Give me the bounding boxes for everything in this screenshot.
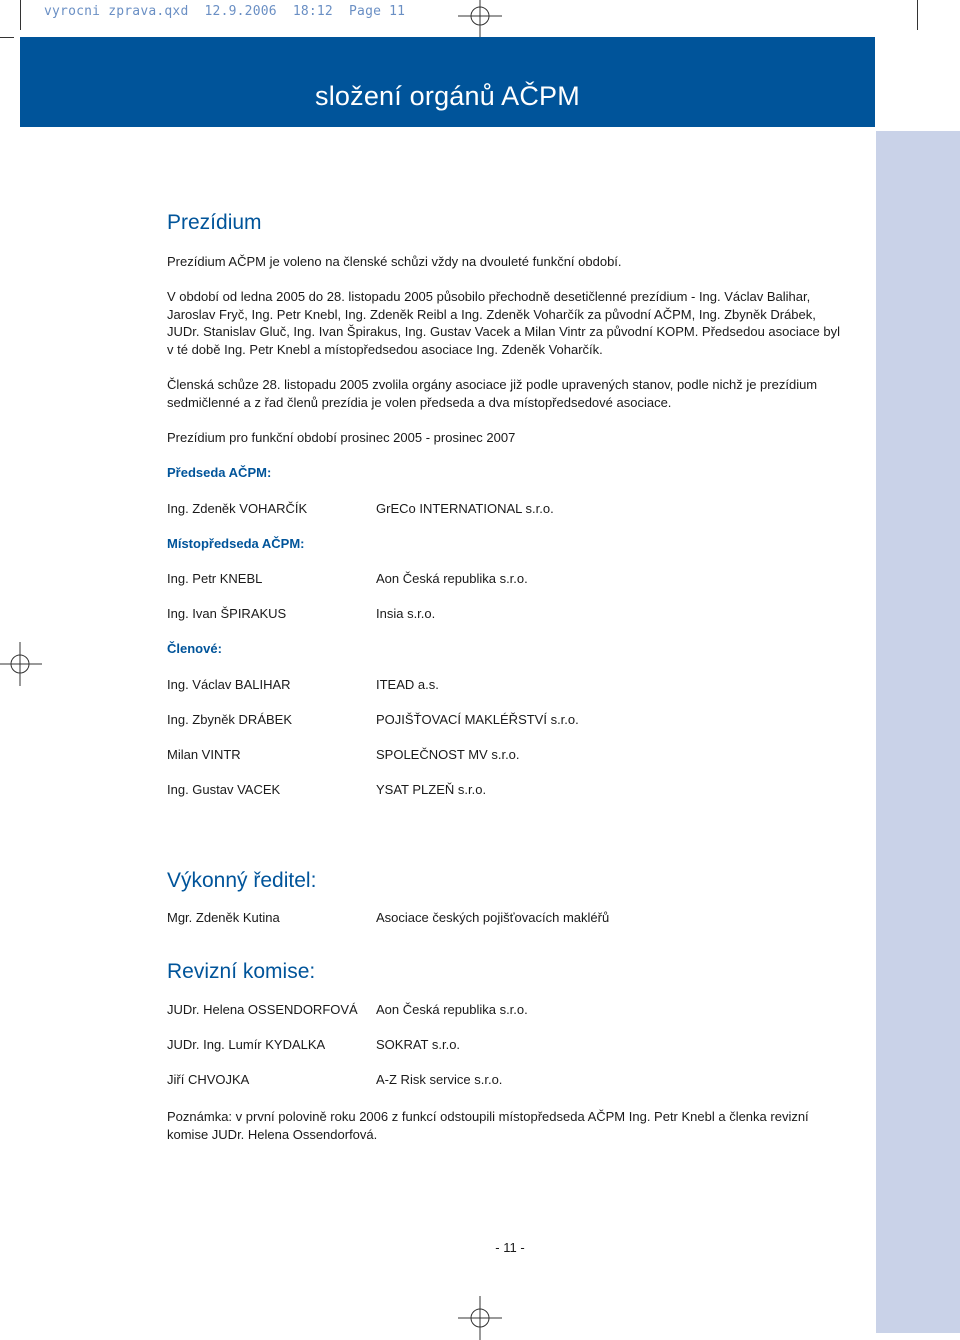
person-name: Ing. Zbyněk DRÁBEK [167, 712, 292, 727]
person-org: Aon Česká republika s.r.o. [376, 571, 528, 586]
person-org: A-Z Risk service s.r.o. [376, 1072, 503, 1087]
presidium-history: V období od ledna 2005 do 28. listopadu 2005 působilo přechodně desetičlenné prezídium - Ing. Václav Balihar, Jaroslav Fryč, Ing. Petr Knebl, Ing. Zdeněk Reibl a Ing. Zdeněk Voharčík za původní AČPM, Ing. Zbyněk Drábek, JUDr. Stanislav Gluč, Ing. Ivan Špirakus, Ing. Gustav Vacek a Milan Vintr za původní KOPM. Předsedou asociace byl v té době Ing. Petr Knebl a místopředsedou asociace Ing. Zdeněk Voharčík. [167, 289, 840, 357]
person-org: Asociace českých pojišťovacích makléřů [376, 910, 610, 925]
person-org: SOKRAT s.r.o. [376, 1037, 461, 1052]
page-title: složení orgánů AČPM [315, 81, 580, 111]
person-name: Ing. Zdeněk VOHARČÍK [167, 501, 308, 516]
person-org: GrECo INTERNATIONAL s.r.o. [376, 501, 554, 516]
presidium-term: Prezídium pro funkční období prosinec 2005 - prosinec 2007 [167, 430, 516, 445]
crop-line [20, 0, 21, 30]
sidebar-band [876, 131, 960, 1333]
registration-mark-icon [458, 1296, 502, 1340]
person-name: Ing. Ivan ŠPIRAKUS [167, 606, 287, 621]
audit-note: Poznámka: v první polovině roku 2006 z funkcí odstoupili místopředseda AČPM Ing. Petr Knebl a členka revizní komise JUDr. Helena Ossendorfová. [167, 1109, 809, 1142]
person-org: Insia s.r.o. [376, 606, 436, 621]
page-number: - 11 - [495, 1240, 525, 1255]
file-slug: vyrocni zprava.qxd 12.9.2006 18:12 Page 11 [44, 4, 406, 19]
title-banner [20, 37, 875, 127]
section-heading-director: Výkonný ředitel: [167, 869, 317, 892]
registration-mark-icon [458, 0, 502, 38]
person-name: Mgr. Zdeněk Kutina [167, 910, 280, 925]
section-heading-audit: Revizní komise: [167, 960, 316, 983]
person-name: Milan VINTR [167, 747, 241, 762]
vice-label: Místopředseda AČPM: [167, 536, 305, 551]
person-name: Ing. Gustav VACEK [167, 782, 281, 797]
person-org: ITEAD a.s. [376, 677, 439, 692]
person-org: Aon Česká republika s.r.o. [376, 1002, 528, 1017]
section-heading-presidium: Prezídium [167, 211, 262, 234]
crop-line [0, 37, 14, 38]
registration-mark-icon [0, 642, 42, 686]
crop-line [917, 0, 918, 30]
person-name: Jiří CHVOJKA [167, 1072, 250, 1087]
person-name: Ing. Petr KNEBL [167, 571, 263, 586]
person-org: SPOLEČNOST MV s.r.o. [376, 747, 520, 762]
members-label: Členové: [167, 641, 222, 656]
person-name: Ing. Václav BALIHAR [167, 677, 291, 692]
presidium-intro: Prezídium AČPM je voleno na členské schůzi vždy na dvouleté funkční období. [167, 254, 622, 269]
presidium-meeting: Členská schůze 28. listopadu 2005 zvolila orgány asociace již podle upravených stanov, podle nichž je prezídium sedmičlenné a z řad členů prezídia je volen předseda a dva místopředsedové asociace. [167, 377, 818, 410]
person-org: POJIŠŤOVACÍ MAKLÉŘSTVÍ s.r.o. [376, 712, 579, 727]
person-name: JUDr. Ing. Lumír KYDALKA [167, 1037, 326, 1052]
person-org: YSAT PLZEŇ s.r.o. [376, 782, 487, 797]
chair-label: Předseda AČPM: [167, 465, 272, 480]
person-name: JUDr. Helena OSSENDORFOVÁ [167, 1002, 358, 1017]
